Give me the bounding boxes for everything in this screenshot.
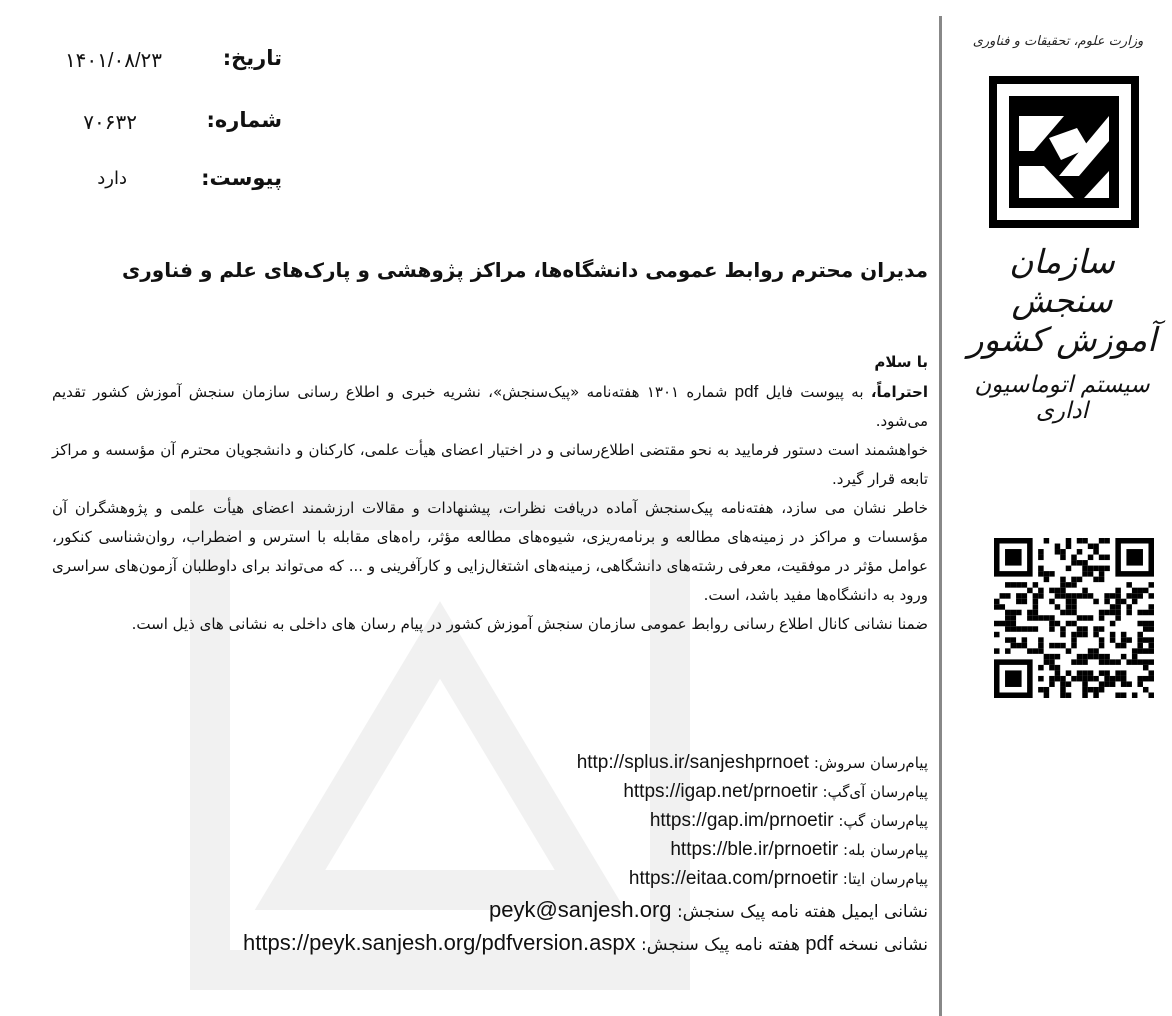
link-url[interactable]: https://igap.net/prnoetir xyxy=(623,781,818,802)
paragraph-4: ضمنا نشانی کانال اطلاع رسانی روابط عمومی سازمان سنجش آموزش کشور در پیام رسان های داخلی به نشانی های ذیل است. xyxy=(131,615,928,633)
link-label: پیام‌رسان آی‌گپ: xyxy=(817,783,928,801)
link-label: پیام‌رسان بله: xyxy=(838,841,928,859)
p1-pdf: pdf xyxy=(734,382,759,401)
number-value: ۷۰۶۳۲ xyxy=(83,110,137,134)
sidebar-divider xyxy=(939,16,942,1016)
link-row xyxy=(52,835,928,864)
organization-name: سازمان سنجش آموزش کشور xyxy=(967,242,1157,359)
link-url[interactable]: https://gap.im/prnoetir xyxy=(649,810,834,831)
link-label: پیام‌رسان ایتا: xyxy=(838,870,928,888)
attachment-value: دارد xyxy=(97,168,127,189)
number-label: شماره: xyxy=(206,108,282,132)
p1-text-b: شماره ۱۳۰۱ هفته‌نامه «پیک‌سنجش»، نشریه خبری و اطلاع رسانی سازمان سنجش آموزش کشور تقدیم می‌شود. xyxy=(52,383,928,430)
pdf-label-pdf: pdf xyxy=(805,933,834,955)
link-url[interactable]: https://ble.ir/prnoetir xyxy=(670,839,839,860)
email-label: نشانی ایمیل هفته نامه پیک سنجش: xyxy=(671,902,928,922)
paragraph-1 xyxy=(52,377,928,436)
letter-body xyxy=(52,348,928,639)
link-label: پیام‌رسان سروش: xyxy=(809,754,928,772)
paragraph-2: خواهشمند است دستور فرمایید به نحو مقتضی اطلاع‌رسانی و در اختیار اعضای هیأت علمی، کارکنان و دانشجویان محترم آن مؤسسه و مراکز تابعه قرار گیرد. xyxy=(52,441,928,488)
p1-lead: احتراماً، xyxy=(870,383,928,401)
letter-addressee: مدیران محترم روابط عمومی دانشگاه‌ها، مراکز پژوهشی و پارک‌های علم و فناوری xyxy=(121,258,928,282)
ministry-name: وزارت علوم، تحقیقات و فناوری xyxy=(972,34,1144,49)
qr-code-icon[interactable] xyxy=(994,538,1154,698)
paragraph-3: خاطر نشان می سازد، هفته‌نامه پیک‌سنجش آماده دریافت نظرات، پیشنهادات و مقالات ارزشمند اعضای هیأت علمی و پژوهشگران آن مؤسسات و مراکز در زمینه‌های مطالعه و برنامه‌ریزی، شیوه‌های مطالعه مؤثر، راه‌های مقابله با استرس و اضطراب، روان‌شناسی کنکور، عوامل مؤثر در موفقیت، معرفی رشته‌های دانشگاهی، زمینه‌های اشتغال‌زایی و کارآفرینی و ... که می‌تواند برای داوطلبان آزمون‌های سراسری ورود به دانشگاه‌ها مفید باشد، است. xyxy=(52,499,928,604)
link-label: پیام‌رسان گپ: xyxy=(833,812,928,830)
link-url[interactable]: http://splus.ir/sanjeshprnoet xyxy=(576,752,810,773)
automation-system-name: سیستم اتوماسیون اداری xyxy=(974,372,1150,424)
greeting: با سلام xyxy=(874,353,928,371)
pdf-version-link[interactable]: https://peyk.sanjesh.org/pdfversion.aspx xyxy=(243,930,636,955)
email-row xyxy=(52,893,928,926)
date-label: تاریخ: xyxy=(222,46,282,70)
link-row xyxy=(52,864,928,893)
p1-text-a: به پیوست فایل xyxy=(758,383,871,401)
pdf-label-b: هفته نامه پیک سنجش: xyxy=(635,935,806,955)
link-url[interactable]: https://eitaa.com/prnoetir xyxy=(628,868,838,889)
pdf-label-a: نشانی نسخه xyxy=(833,935,928,955)
attachment-label: پیوست: xyxy=(201,166,282,190)
sanjesh-logo-icon xyxy=(989,76,1139,228)
link-row xyxy=(52,806,928,835)
email-link[interactable]: peyk@sanjesh.org xyxy=(489,897,672,922)
pdf-version-row xyxy=(52,926,928,959)
link-row xyxy=(52,777,928,806)
date-value: ۱۴۰۱/۰۸/۲۳ xyxy=(64,50,162,72)
link-row xyxy=(52,748,928,777)
channel-links xyxy=(52,748,928,959)
